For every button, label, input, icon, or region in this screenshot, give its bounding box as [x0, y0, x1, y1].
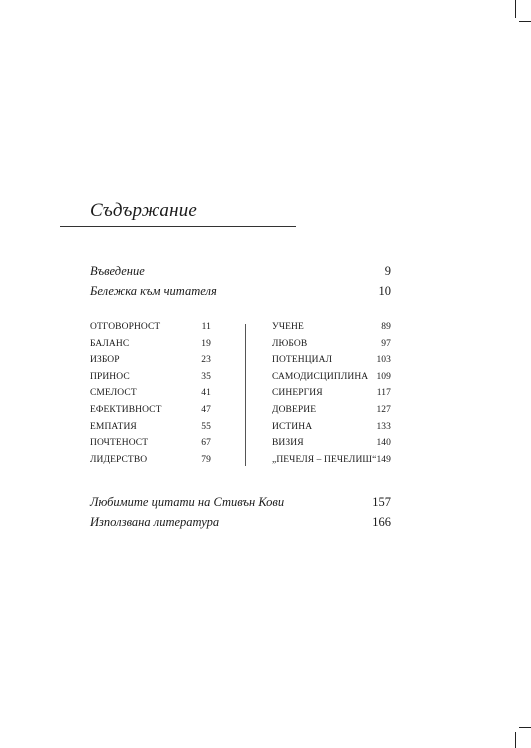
- chapter-entry: [272, 322, 391, 339]
- toc-entry-label: Бележка към читателя: [90, 284, 217, 298]
- chapter-page: 149: [376, 454, 391, 465]
- toc-entry-page: 9: [384, 264, 391, 278]
- chapter-entry: [272, 455, 391, 472]
- chapter-entry: [90, 455, 211, 472]
- chapter-label: СМЕЛОСТ: [90, 388, 137, 399]
- chapter-label: ВИЗИЯ: [272, 438, 304, 449]
- chapter-page: 103: [376, 355, 391, 366]
- chapter-page: 35: [201, 371, 211, 382]
- chapter-page: 23: [201, 355, 211, 366]
- chapter-page: 19: [201, 338, 211, 349]
- chapter-entry: [90, 355, 211, 372]
- chapter-page: 133: [376, 421, 391, 432]
- chapter-entry: [90, 372, 211, 389]
- chapter-label: ЕМПАТИЯ: [90, 421, 137, 432]
- chapter-label: ИСТИНА: [272, 421, 313, 432]
- chapter-page: 127: [376, 404, 391, 415]
- chapter-label: ЛЮБОВ: [272, 338, 308, 349]
- chapters-right-column: [272, 322, 391, 471]
- chapter-label: ЕФЕКТИВНОСТ: [90, 404, 162, 415]
- toc-entry-bibliography: [90, 515, 391, 531]
- chapter-entry: [90, 405, 211, 422]
- chapter-page: 41: [201, 388, 211, 399]
- chapter-page: 109: [376, 371, 391, 382]
- chapter-entry: [90, 438, 211, 455]
- chapter-entry: [90, 339, 211, 356]
- toc-entry-intro: [90, 264, 391, 280]
- chapter-page: 89: [381, 322, 391, 332]
- chapter-entry: [90, 322, 211, 339]
- toc-entry-label: Любимите цитати на Стивън Кови: [90, 495, 285, 509]
- chapter-entry: [90, 388, 211, 405]
- chapter-label: ДОВЕРИЕ: [272, 404, 317, 415]
- chapter-label: ПОЧТЕНОСТ: [90, 438, 149, 449]
- column-divider: [245, 324, 246, 466]
- chapter-entry: [272, 355, 391, 372]
- chapter-label: ПРИНОС: [90, 371, 130, 382]
- toc-entry-note: [90, 284, 391, 300]
- chapter-label: „ПЕЧЕЛЯ – ПЕЧЕЛИШ“: [272, 454, 377, 465]
- chapter-label: ИЗБОР: [90, 355, 120, 366]
- chapter-label: БАЛАНС: [90, 338, 130, 349]
- toc-title: Съдържание: [90, 200, 198, 221]
- chapter-page: 55: [201, 421, 211, 432]
- title-underline: [60, 226, 296, 227]
- crop-mark-bottom-right: [515, 732, 516, 748]
- chapter-entry: [90, 422, 211, 439]
- chapter-label: ЛИДЕРСТВО: [90, 454, 148, 465]
- chapter-label: СИНЕРГИЯ: [272, 388, 323, 399]
- chapter-page: 97: [381, 338, 391, 349]
- chapter-page: 11: [201, 322, 211, 332]
- toc-entry-label: Използвана литература: [90, 515, 220, 529]
- chapter-entry: [272, 339, 391, 356]
- toc-entry-page: 10: [378, 284, 391, 298]
- toc-entry-page: 157: [372, 495, 391, 509]
- chapter-entry: [272, 388, 391, 405]
- chapter-entry: [272, 422, 391, 439]
- toc-entry-label: Въведение: [90, 264, 145, 278]
- toc-entry-quotes: [90, 495, 391, 511]
- chapter-entry: [272, 372, 391, 389]
- chapter-entry: [272, 405, 391, 422]
- chapter-page: 117: [376, 388, 391, 399]
- toc-entry-page: 166: [372, 515, 391, 529]
- chapter-label: САМОДИСЦИПЛИНА: [272, 371, 369, 382]
- chapter-page: 67: [201, 438, 211, 449]
- chapter-entry: [272, 438, 391, 455]
- crop-mark-top-right-h: [519, 21, 531, 22]
- chapters-left-column: [90, 322, 211, 471]
- crop-mark-top-right: [515, 0, 516, 18]
- crop-mark-bottom-right-h: [519, 727, 531, 728]
- chapter-page: 47: [201, 404, 211, 415]
- chapter-page: 79: [201, 454, 211, 465]
- chapter-label: ПОТЕНЦИАЛ: [272, 355, 333, 366]
- chapter-page: 140: [376, 438, 391, 449]
- chapter-label: УЧЕНЕ: [272, 322, 304, 332]
- chapter-label: ОТГОВОРНОСТ: [90, 322, 161, 332]
